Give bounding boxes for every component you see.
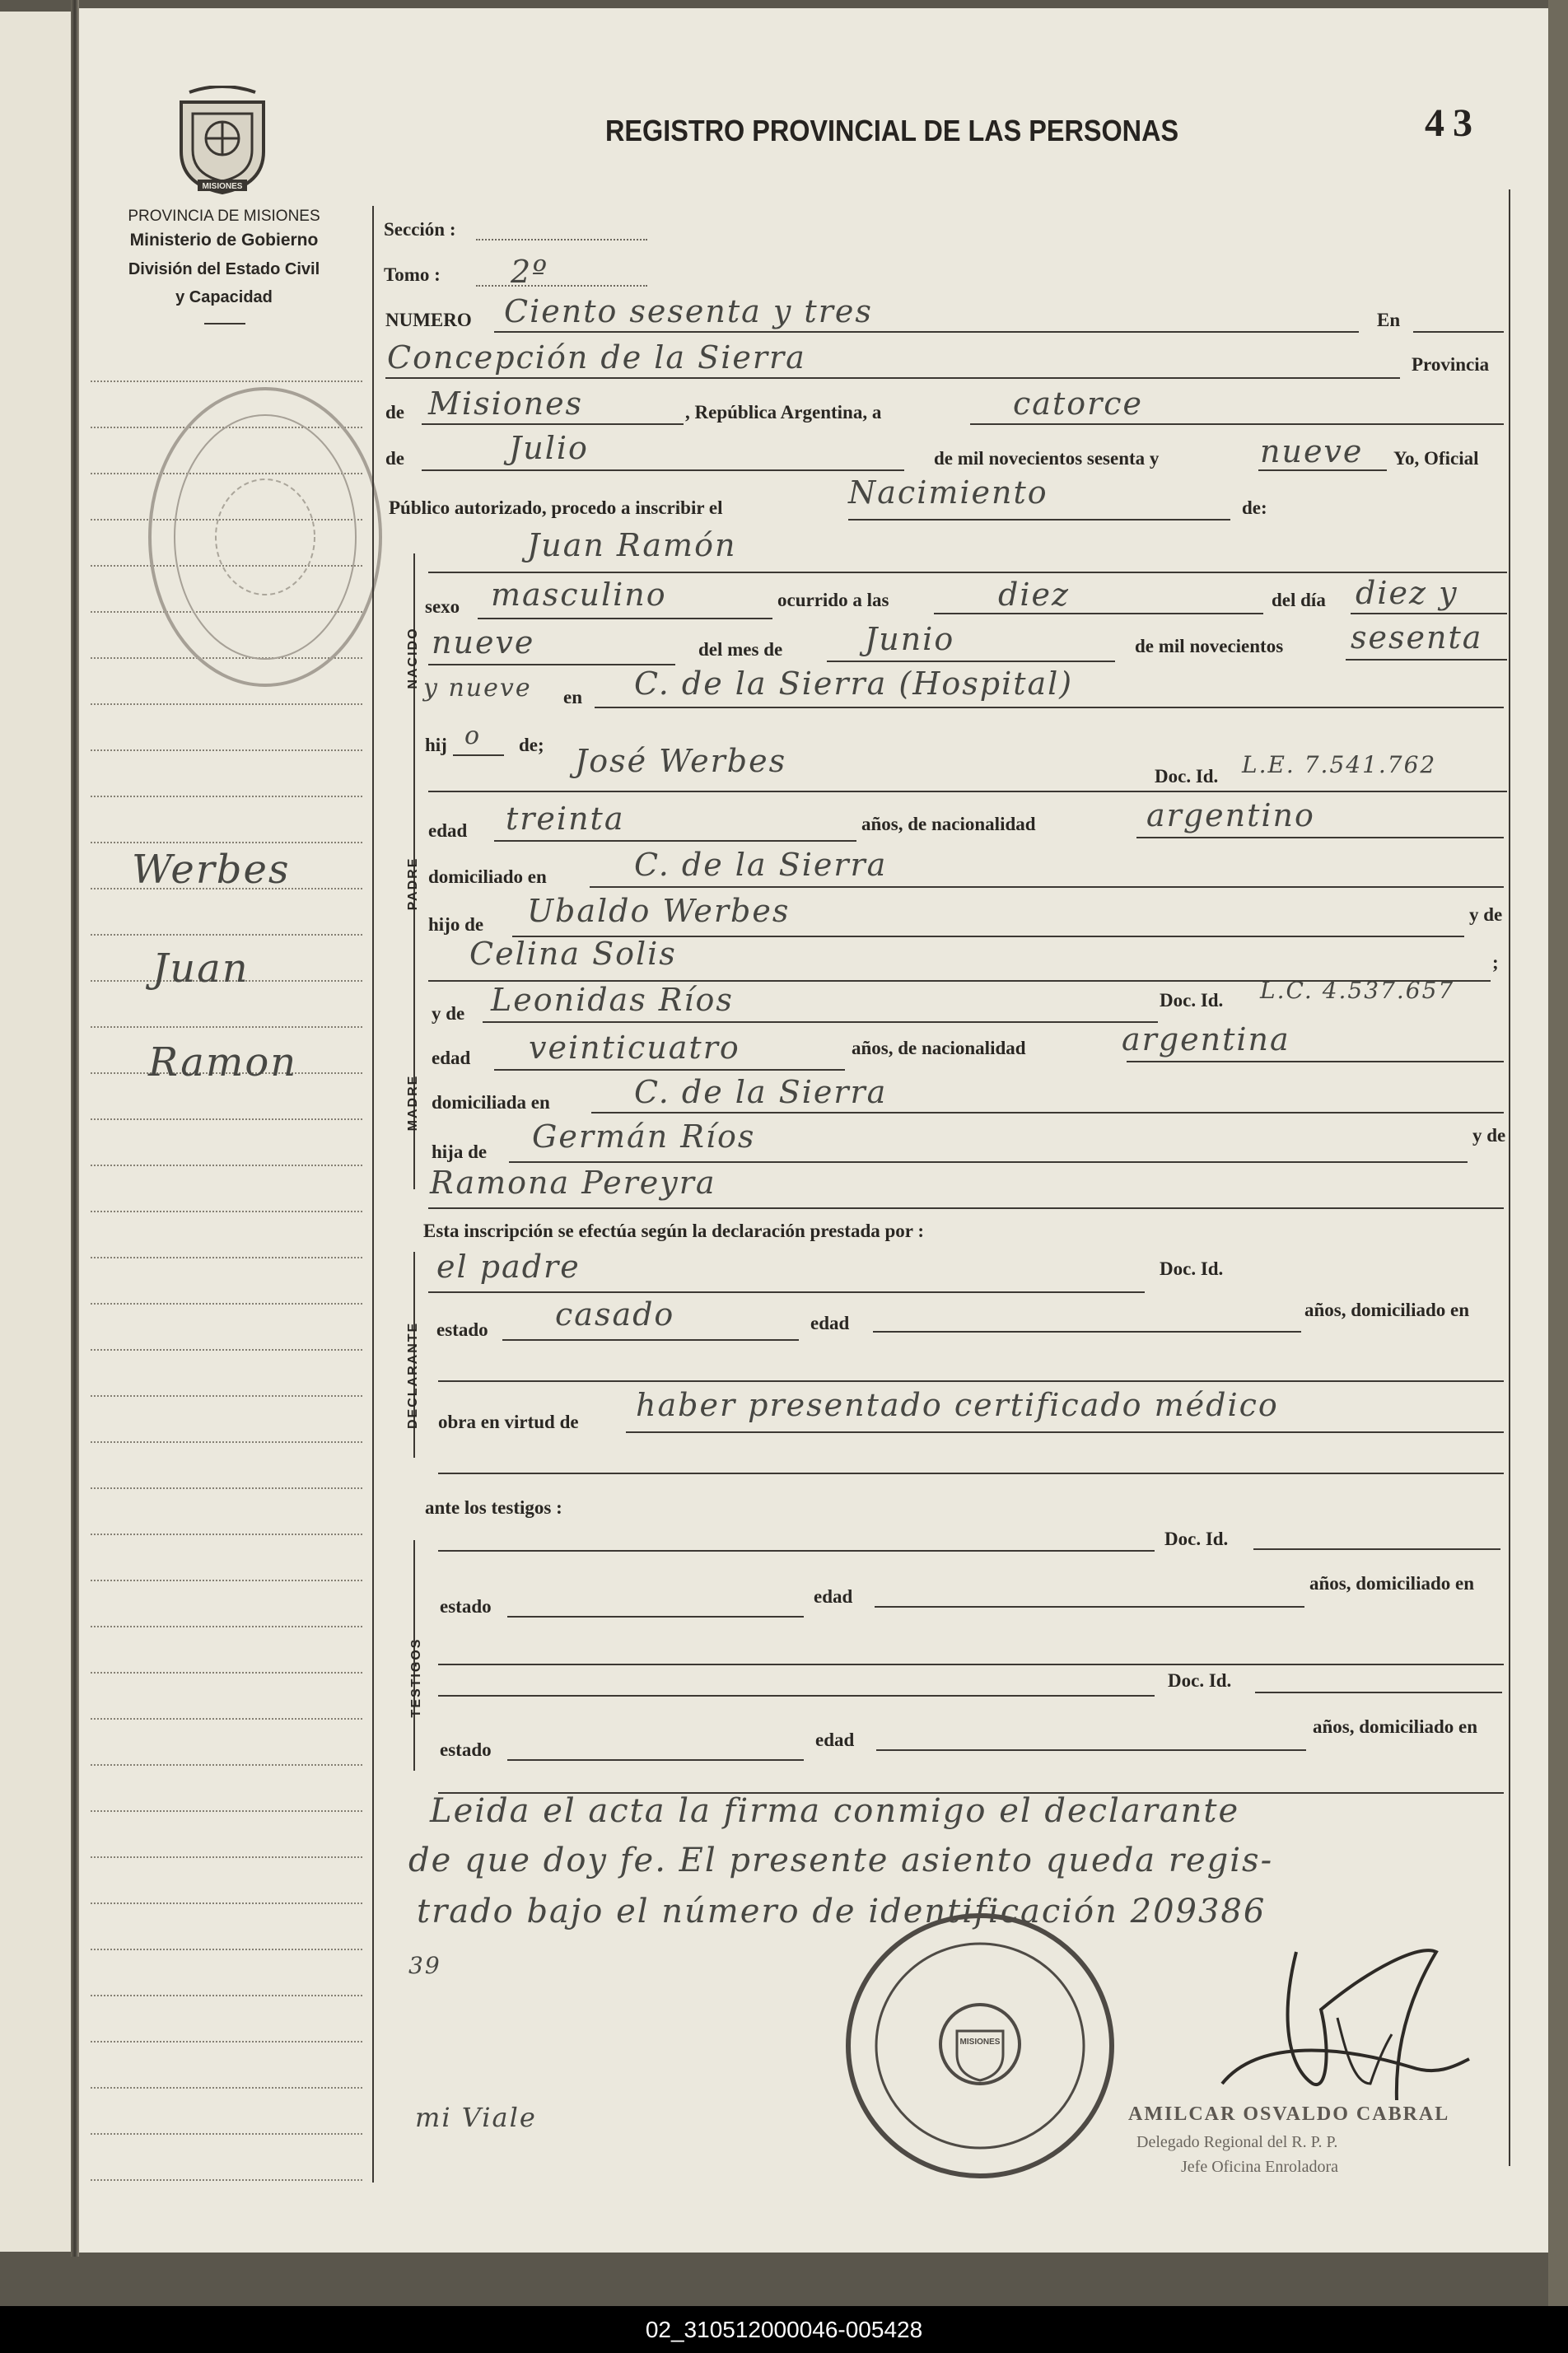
testigo2-edad-line [876,1749,1306,1751]
testigos-intro: ante los testigos : [425,1497,562,1518]
madre-hija-value: Germán Ríos [532,1118,756,1155]
year-line [1258,469,1387,471]
madre-doc-value: L.C. 4.537.657 [1260,977,1455,1004]
closing-line-1: Leida el acta la firma conmigo el declarante [430,1792,1240,1830]
official-role: Delegado Regional del R. P. P. [1136,2133,1338,2151]
testigo2-estado-line [507,1759,804,1761]
declarante-dom-line [438,1380,1504,1382]
testigo1-edad-line [875,1606,1304,1608]
margin-rule [91,842,362,843]
margin-rule [91,1026,362,1028]
year-value: nueve [1260,433,1364,469]
numero-label: NUMERO [385,310,472,330]
hij-label: hij [425,735,447,755]
registry-stamp [840,1906,1120,2187]
declarante-section-label: DECLARANTE [406,1321,420,1429]
margin-rule [91,2133,362,2135]
header-division: División del Estado Civil [128,260,320,278]
place-value: Concepción de la Sierra [387,339,806,376]
hora-value: diez [998,577,1070,613]
testigo1-doc-line [1253,1548,1500,1550]
margin-rule [91,1487,362,1489]
testigo2-doc-label: Doc. Id. [1168,1670,1232,1691]
padre-doc-label: Doc. Id. [1155,766,1219,787]
en-lugar-label: en [563,687,582,707]
declarante-estado-value: casado [555,1296,675,1333]
header-division-2: y Capacidad [175,288,273,306]
numero-value: Ciento sesenta y tres [504,293,873,329]
padre-nombre-value: José Werbes [575,743,787,779]
padre-doc-value: L.E. 7.541.762 [1242,751,1437,778]
hora-line [934,613,1263,614]
declarante-doc-label: Doc. Id. [1160,1258,1224,1279]
declarante-nombre-line [428,1291,1145,1293]
anio-value: sesenta [1351,619,1483,656]
declarante-estado-line [502,1339,799,1341]
declarante-nombre-value: el padre [436,1249,581,1285]
margin-surname: Werbes [132,847,291,893]
sexo-value: masculino [491,577,667,613]
book-cover-edge [1548,0,1568,2306]
acto-line [848,519,1230,521]
testigo1-edad-label: edad [814,1586,853,1607]
closing-line-2: de que doy fe. El presente asiento queda regis- [408,1842,1274,1879]
del-mes-label: del mes de [698,639,783,660]
mes-line [827,661,1115,662]
margin-name: Juan [152,945,250,992]
lugar-value: C. de la Sierra (Hospital) [634,665,1074,702]
place-line [385,377,1400,379]
madre-nombre-value: Leonidas Ríos [491,982,734,1018]
closing-line-3: trado bajo el número de identificación 209386 [417,1893,1267,1930]
madre-nac-label: años, de nacionalidad [852,1038,1026,1058]
declarante-estado-label: estado [436,1319,488,1340]
madre-hija-label: hija de [432,1141,488,1162]
sexo-label: sexo [425,596,460,617]
padre-hijo-value: Ubaldo Werbes [527,893,791,929]
declarante-obra-value: haber presentado certificado médico [636,1387,1279,1423]
official-name: AMILCAR OSVALDO CABRAL [1128,2103,1450,2125]
margin-rule [91,1626,362,1627]
ocurrido-label: ocurrido a las [777,590,889,610]
madre-doc-label: Doc. Id. [1160,990,1224,1011]
madre-madre-line [428,1207,1504,1209]
left-border [372,206,374,2183]
padre-section-label: PADRE [406,857,420,911]
official-role-2: Jefe Oficina Enroladora [1181,2158,1339,2176]
madre-edad-label: edad [432,1048,471,1068]
crest-text: MISIONES [202,182,243,191]
margin-rule [91,1118,362,1120]
padre-nombre-line [428,791,1507,792]
day-value: catorce [1013,385,1144,422]
margin-rule [91,1995,362,1996]
padre-nac-label: años, de nacionalidad [861,814,1036,834]
margin-rule [91,1764,362,1766]
provincial-crest-icon [165,86,280,198]
margin-rule [91,2041,362,2043]
day-line [970,423,1504,425]
madre-edad-value: veinticuatro [529,1029,740,1066]
testigo2-estado-label: estado [440,1739,492,1760]
declarante-obra-line [626,1431,1504,1433]
declarante-edad-line [873,1331,1301,1333]
declarante-anios-label: años, domiciliado en [1304,1300,1470,1320]
closing-line-4: 39 [408,1952,441,1979]
padre-dom-line [590,886,1504,888]
margin-rule [91,1257,362,1258]
lugar-line [595,707,1504,708]
tomo-label: Tomo : [384,264,441,285]
de-label: de [385,402,404,423]
margin-rule [91,1718,362,1720]
anio-line [1346,659,1507,661]
madre-dom-line [591,1112,1504,1113]
sexo-line [478,618,772,619]
margin-rule [91,1902,362,1904]
testigo1-dom-line [438,1664,1504,1665]
declarante-edad-label: edad [810,1313,850,1333]
margin-rule [91,1303,362,1305]
tomo-value: 2º [511,254,549,290]
declarante-obra-label: obra en virtud de [438,1412,579,1432]
declarante-intro: Esta inscripción se efectúa según la declaración prestada por : [423,1221,924,1241]
padre-edad-value: treinta [506,801,625,837]
margin-rule [91,1441,362,1443]
margin-rule [91,1580,362,1581]
testigo2-nombre-line [438,1695,1155,1697]
testigo1-estado-line [507,1616,804,1618]
margin-rule [91,1949,362,1950]
madre-edad-line [494,1069,845,1071]
provincia-line [422,423,684,425]
hij-de-label: de; [519,735,544,755]
margin-rule [91,1810,362,1812]
madre-nombre-line [483,1021,1158,1023]
padre-nac-value: argentino [1146,797,1315,833]
margin-name-2: Ramon [148,1039,298,1085]
page-number: 43 [1425,101,1481,145]
padre-edad-label: edad [428,820,468,841]
header-ministry: Ministerio de Gobierno [129,231,319,250]
republica-label: , República Argentina, a [685,402,882,423]
madre-dom-value: C. de la Sierra [634,1074,888,1110]
padre-yde-label: y de [1469,904,1503,925]
declarante-obra-line-2 [438,1473,1504,1474]
publico-label: Público autorizado, procedo a inscribir el [389,497,723,518]
image-caption: 02_310512000046-005428 [0,2306,1568,2353]
nombre-value: Juan Ramón [527,527,737,563]
madre-nac-line [1127,1061,1504,1062]
en-line [1413,331,1504,333]
anio-value-2: y nueve [423,674,532,703]
header-divider [204,323,245,324]
testigo1-nombre-line [438,1550,1155,1552]
padre-madre-value: Celina Solis [469,936,677,972]
stamp-crest-text: MISIONES [959,2038,1001,2047]
testigo1-estado-label: estado [440,1596,492,1617]
closing-note: mi Viale [415,2102,537,2133]
margin-rule [91,1349,362,1351]
madre-yde-label: y de [432,1003,465,1024]
padre-dom-label: domiciliado en [428,866,547,887]
mes-value: Junio [865,621,955,657]
acto-value: Nacimiento [848,474,1048,511]
en-label: En [1377,310,1401,330]
month-line [422,469,904,471]
margin-rule [91,1211,362,1212]
margin-rule [91,1395,362,1397]
margin-rule [91,2087,362,2089]
padre-nac-line [1136,837,1504,838]
margin-registry-stamp [142,380,389,693]
de-label-2: de [385,448,404,469]
madre-hija-line [509,1161,1468,1163]
margin-rule [91,749,362,751]
margin-rule [91,1856,362,1858]
margin-rule [91,1672,362,1674]
provincia-value: Misiones [428,385,584,422]
numero-line [494,331,1359,333]
madre-nac-value: argentina [1122,1021,1290,1057]
margin-rule [91,1165,362,1166]
oficial-label: Yo, Oficial [1393,448,1479,469]
madre-yde2-label: y de [1472,1125,1506,1146]
testigos-section-label: TESTIGOS [409,1637,423,1718]
book-gutter [71,0,79,2257]
padre-hijo-label: hijo de [428,914,484,935]
hij-line [453,754,504,756]
margin-rule [91,703,362,705]
testigo2-anios-label: años, domiciliado en [1313,1716,1478,1737]
dia-value-2: nueve [432,624,535,661]
seccion-line [476,239,647,240]
mil-label: de mil novecientos [1135,636,1284,656]
madre-section-label: MADRE [406,1074,420,1132]
nacido-section-label: NACIDO [406,627,420,689]
header-province: PROVINCIA DE MISIONES [128,208,320,225]
margin-rule [91,2179,362,2181]
margin-rule [91,796,362,797]
madre-dom-label: domiciliada en [432,1092,550,1113]
testigo2-doc-line [1255,1692,1502,1693]
dia-value: diez y [1356,575,1458,611]
padre-semicolon: ; [1492,952,1499,973]
left-page-edge [0,12,74,2252]
seccion-label: Sección : [384,219,456,240]
month-value: Julio [509,430,589,466]
testigo2-edad-label: edad [815,1730,855,1750]
tomo-line [476,285,647,287]
margin-rule [91,934,362,936]
year-label: de mil novecientos sesenta y [934,448,1160,469]
madre-madre-value: Ramona Pereyra [430,1165,716,1201]
del-dia-label: del día [1272,590,1326,610]
dia-line [1351,613,1507,614]
testigo1-anios-label: años, domiciliado en [1309,1573,1475,1594]
page-title: REGISTRO PROVINCIAL DE LAS PERSONAS [605,114,1179,147]
nombre-line [428,572,1507,573]
hij-value: o [464,721,482,750]
de2-label: de: [1242,497,1267,518]
margin-rule [91,1534,362,1535]
official-signature [1206,1919,1477,2117]
provincia-label: Provincia [1412,354,1490,375]
testigo1-doc-label: Doc. Id. [1164,1529,1229,1549]
padre-dom-value: C. de la Sierra [634,847,888,883]
right-border [1509,189,1510,2166]
padre-edad-line [494,840,856,842]
